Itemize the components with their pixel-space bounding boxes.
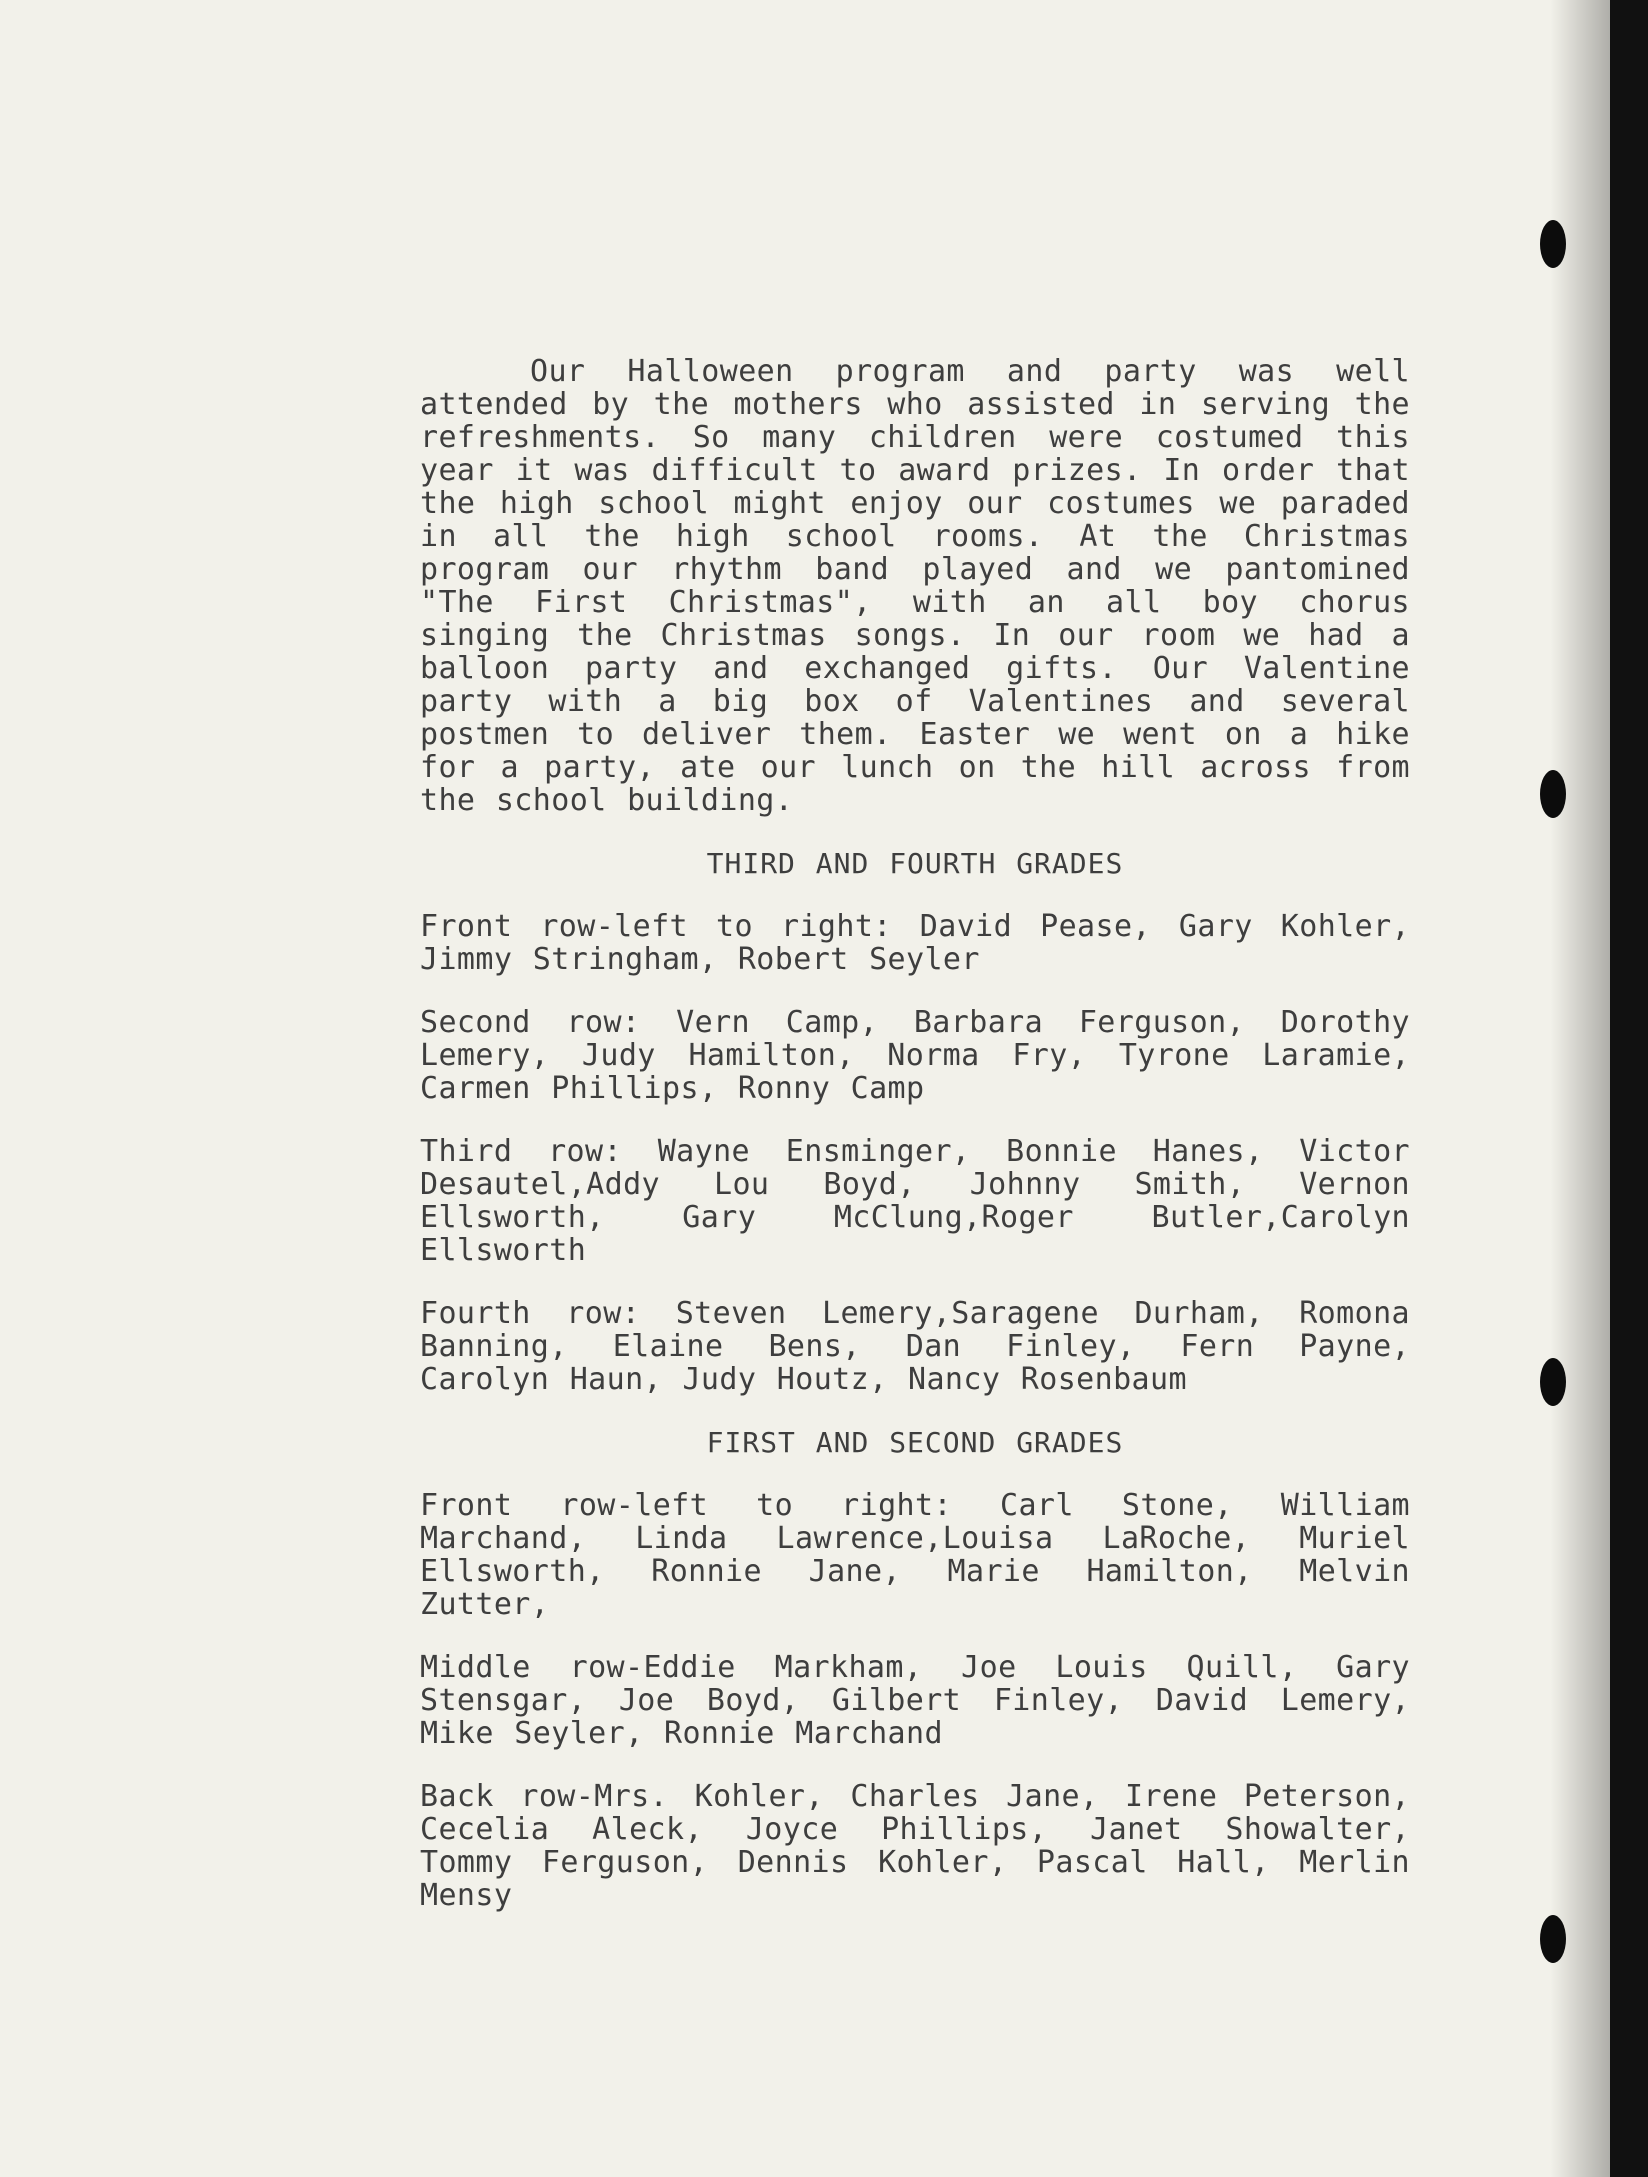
intro-paragraph: Our Halloween program and party was well attended by the mothers who assisted in serving the refreshments. So many children were costumed this year it was difficult to award prizes. In order that the high school might enjoy our costumes we paraded in all the high school rooms. At the Christmas program our rhythm band played and we pantomined "The First Christmas", with an all boy chorus singing the Christmas songs. In our room we had a balloon party and exchanged gifts. Our Valentine party with a big box of Valentines and several postmen to deliver them. Easter we went on a hike for a party, ate our lunch on the hill across from the school building. xyxy=(420,354,1410,818)
roster-row-third-fourth-second: Second row: Vern Camp, Barbara Ferguson, Dorothy Lemery, Judy Hamilton, Norma Fry, Tyrone Laramie, Carmen Phillips, Ronny Camp xyxy=(420,1005,1410,1106)
binder-hole-1 xyxy=(1540,220,1566,268)
page-edge-shadow xyxy=(1550,0,1610,2177)
binder-hole-4 xyxy=(1540,1915,1566,1963)
binder-hole-3 xyxy=(1540,1358,1566,1406)
roster-row-third-fourth-front: Front row-left to right: David Pease, Gary Kohler, Jimmy Stringham, Robert Seyler xyxy=(420,909,1410,977)
roster-row-third-fourth-third: Third row: Wayne Ensminger, Bonnie Hanes, Victor Desautel,Addy Lou Boyd, Johnny Smith, Vernon Ellsworth, Gary McClung,Roger Butler,Carolyn Ellsworth xyxy=(420,1134,1410,1268)
roster-row-third-fourth-fourth: Fourth row: Steven Lemery,Saragene Durham, Romona Banning, Elaine Bens, Dan Finley, Fern Payne, Carolyn Haun, Judy Houtz, Nancy Rosenbaum xyxy=(420,1296,1410,1397)
section-heading-first-second: FIRST AND SECOND GRADES xyxy=(706,1426,1124,1459)
page-text xyxy=(420,355,1410,1942)
roster-row-first-second-middle: Middle row-Eddie Markham, Joe Louis Quill, Gary Stensgar, Joe Boyd, Gilbert Finley, David Lemery, Mike Seyler, Ronnie Marchand xyxy=(420,1650,1410,1751)
binder-edge xyxy=(1610,0,1648,2177)
section-heading-third-fourth: THIRD AND FOURTH GRADES xyxy=(706,847,1124,880)
binder-hole-2 xyxy=(1540,770,1566,818)
roster-row-first-second-back: Back row-Mrs. Kohler, Charles Jane, Irene Peterson, Cecelia Aleck, Joyce Phillips, Janet Showalter, Tommy Ferguson, Dennis Kohler, Pascal Hall, Merlin Mensy xyxy=(420,1779,1410,1913)
roster-row-first-second-front: Front row-left to right: Carl Stone, William Marchand, Linda Lawrence,Louisa LaRoche, Muriel Ellsworth, Ronnie Jane, Marie Hamilton, Melvin Zutter, xyxy=(420,1488,1410,1622)
